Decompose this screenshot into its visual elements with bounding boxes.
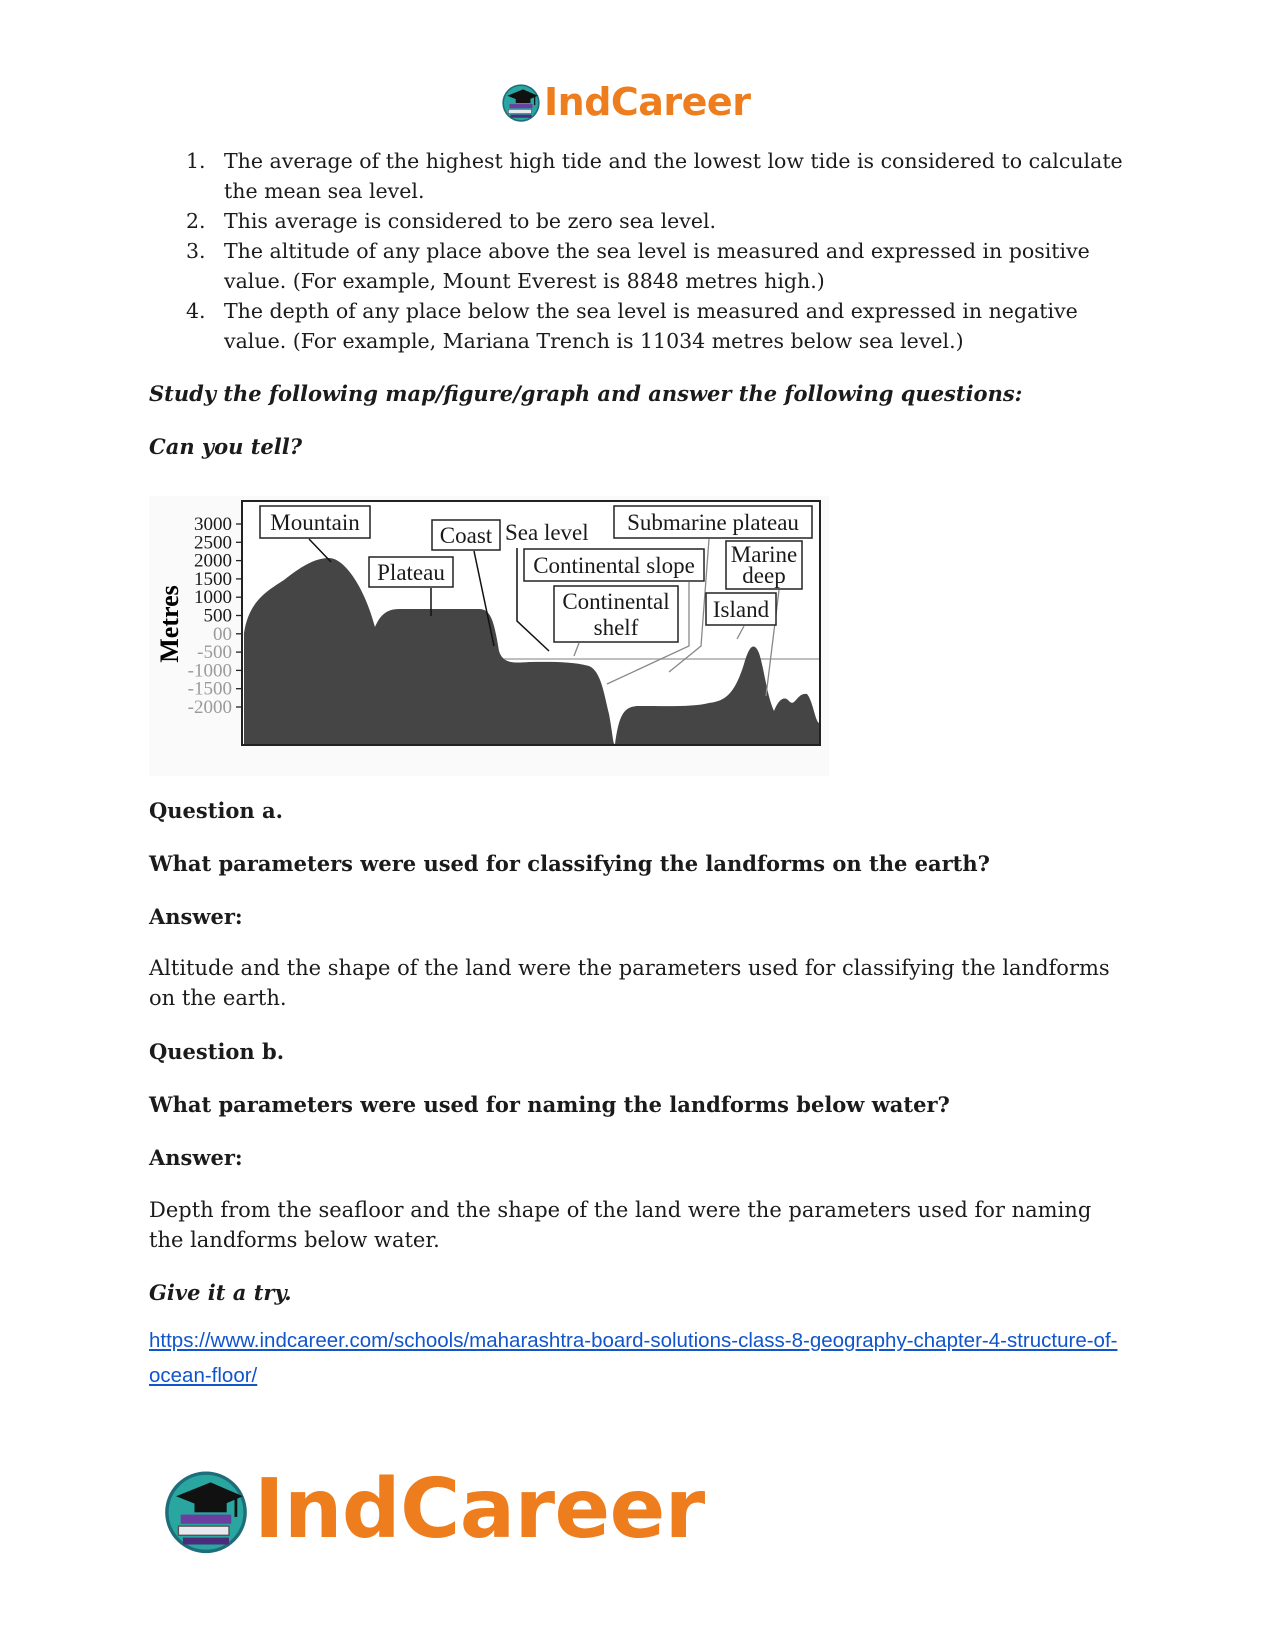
brand-name: IndCareer <box>544 80 751 124</box>
list-item-text: The altitude of any place above the sea level is measured and expressed in positive value. (For example, Mount Everest is 8848 metres high.) <box>224 239 1090 293</box>
question-b-answer-label: Answer: <box>149 1145 243 1170</box>
y-axis-title: Metres <box>155 585 184 663</box>
label-marine-deep-line2: deep <box>742 563 786 588</box>
label-plateau-text: Plateau <box>377 560 445 585</box>
label-continental-shelf-line1: Continental <box>562 589 670 614</box>
graduation-cap-books-globe-icon <box>500 81 542 123</box>
y-tick-label: -1500 <box>187 678 232 700</box>
y-tick-label: -2000 <box>187 697 232 718</box>
question-b-label: Question b. <box>149 1039 285 1064</box>
question-b-text: What parameters were used for naming the landforms below water? <box>149 1092 950 1117</box>
y-tick-label: 3000 <box>194 514 232 535</box>
y-tick-label: -500 <box>197 642 232 664</box>
question-a-answer-text: Altitude and the shape of the land were the parameters used for classifying the landforms on the earth. <box>149 956 1110 1010</box>
list-number: 1. <box>186 149 206 173</box>
list-number: 4. <box>186 299 206 323</box>
label-marine-deep-line1: Marine <box>730 542 798 567</box>
list-item-text: The depth of any place below the sea level is measured and expressed in negative value. (For example, Mariana Trench is 11034 metres below sea level.) <box>224 299 1078 353</box>
sea-level-points-list <box>186 146 1126 356</box>
question-a-text: What parameters were used for classifying the landforms on the earth? <box>149 851 990 876</box>
label-sea-level-text: Sea level <box>505 520 589 545</box>
brand-name: IndCareer <box>254 1462 705 1557</box>
y-tick-label: 1000 <box>194 587 232 609</box>
list-item <box>186 146 1126 206</box>
graduation-cap-books-globe-icon <box>160 1464 252 1556</box>
label-island-text: Island <box>712 597 770 622</box>
label-continental-slope-text: Continental slope <box>533 553 695 578</box>
brand-logo-top <box>500 80 750 124</box>
y-tick-label: -1000 <box>187 660 232 682</box>
y-tick-label: 1500 <box>194 568 232 590</box>
list-item-text: The average of the highest high tide and the lowest low tide is considered to calculate the mean sea level. <box>224 149 1123 203</box>
list-number: 3. <box>186 239 206 263</box>
study-heading: Study the following map/figure/graph and answer the following questions: <box>149 381 1023 406</box>
list-item-text: This average is considered to be zero sea level. <box>224 209 717 233</box>
can-you-tell-heading: Can you tell? <box>149 434 303 459</box>
question-a-answer-label: Answer: <box>149 904 243 929</box>
y-tick-label: 00 <box>213 623 232 645</box>
list-item <box>186 206 1126 236</box>
question-b-answer-text: Depth from the seafloor and the shape of the land were the parameters used for naming the landforms below water. <box>149 1198 1092 1252</box>
chapter-solutions-link[interactable]: https://www.indcareer.com/schools/maharashtra-board-solutions-class-8-geography-chapter-4-structure-of-ocean-floor/ <box>149 1329 1118 1387</box>
label-coast-text: Coast <box>439 523 493 548</box>
label-submarine-plateau-text: Submarine plateau <box>627 510 799 535</box>
y-tick-label: 2500 <box>194 532 232 554</box>
question-a-label: Question a. <box>149 798 283 823</box>
relief-profile-figure <box>149 496 829 776</box>
list-number: 2. <box>186 209 206 233</box>
brand-logo-bottom <box>160 1462 705 1557</box>
label-mountain-text: Mountain <box>270 510 360 535</box>
y-tick-label: 500 <box>203 605 232 627</box>
y-tick-label: 2000 <box>194 550 232 572</box>
label-continental-shelf-line2: shelf <box>593 615 639 640</box>
list-item <box>186 296 1126 356</box>
list-item <box>186 236 1126 296</box>
give-it-a-try-heading: Give it a try. <box>149 1280 292 1305</box>
